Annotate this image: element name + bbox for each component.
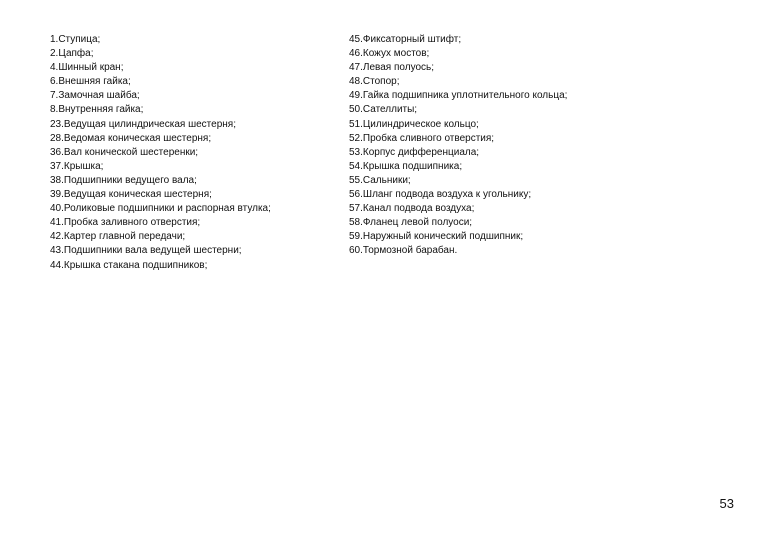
legend-item: 57.Канал подвода воздуха; <box>349 203 475 215</box>
legend-item: 51.Цилиндрическое кольцо; <box>349 118 479 130</box>
legend-item: 7.Замочная шайба; <box>50 90 140 102</box>
legend-item: 49.Гайка подшипника уплотнительного кольца; <box>349 90 568 102</box>
legend-item: 45.Фиксаторный штифт; <box>349 34 462 45</box>
legend-item: 53.Корпус дифференциала; <box>349 146 480 158</box>
legend-item: 50.Сателлиты; <box>349 104 418 116</box>
legend-item: 43.Подшипники вала ведущей шестерни; <box>50 245 242 257</box>
legend-item: 36.Вал конической шестеренки; <box>50 146 199 158</box>
legend-item: 23.Ведущая цилиндрическая шестерня; <box>50 118 236 130</box>
legend-item: 58.Фланец левой полуоси; <box>349 217 473 229</box>
legend-item: 48.Стопор; <box>349 76 400 88</box>
legend-item: 37.Крышка; <box>50 160 104 172</box>
legend-item: 6.Внешняя гайка; <box>50 76 131 88</box>
legend-item: 56.Шланг подвода воздуха к угольнику; <box>349 189 532 201</box>
legend-item: 54.Крышка подшипника; <box>349 160 463 172</box>
legend-item: 52.Пробка сливного отверстия; <box>349 132 495 144</box>
legend-item: 8.Внутренняя гайка; <box>50 104 144 116</box>
legend-item: 28.Ведомая коническая шестерня; <box>50 132 212 144</box>
legend-item: 47.Левая полуось; <box>349 62 434 74</box>
legend-item: 40.Роликовые подшипники и распорная втулка; <box>50 203 271 215</box>
page-number: 53 <box>719 496 734 511</box>
legend-item: 2.Цапфа; <box>50 48 94 60</box>
legend-item: 4.Шинный кран; <box>50 62 124 74</box>
legend-item: 1.Ступица; <box>50 34 101 45</box>
legend-item: 39.Ведущая коническая шестерня; <box>50 189 212 201</box>
legend-item: 55.Сальники; <box>349 174 411 186</box>
parts-legend-left-column <box>50 33 340 273</box>
legend-item: 44.Крышка стакана подшипников; <box>50 259 208 271</box>
legend-item: 41.Пробка заливного отверстия; <box>50 217 201 229</box>
parts-legend-right-column <box>349 33 649 259</box>
legend-item: 59.Наружный конический подшипник; <box>349 231 524 243</box>
legend-item: 42.Картер главной передачи; <box>50 231 186 243</box>
legend-item: 60.Тормозной барабан. <box>349 245 458 257</box>
legend-item: 38.Подшипники ведущего вала; <box>50 174 197 186</box>
legend-item: 46.Кожух мостов; <box>349 48 430 60</box>
